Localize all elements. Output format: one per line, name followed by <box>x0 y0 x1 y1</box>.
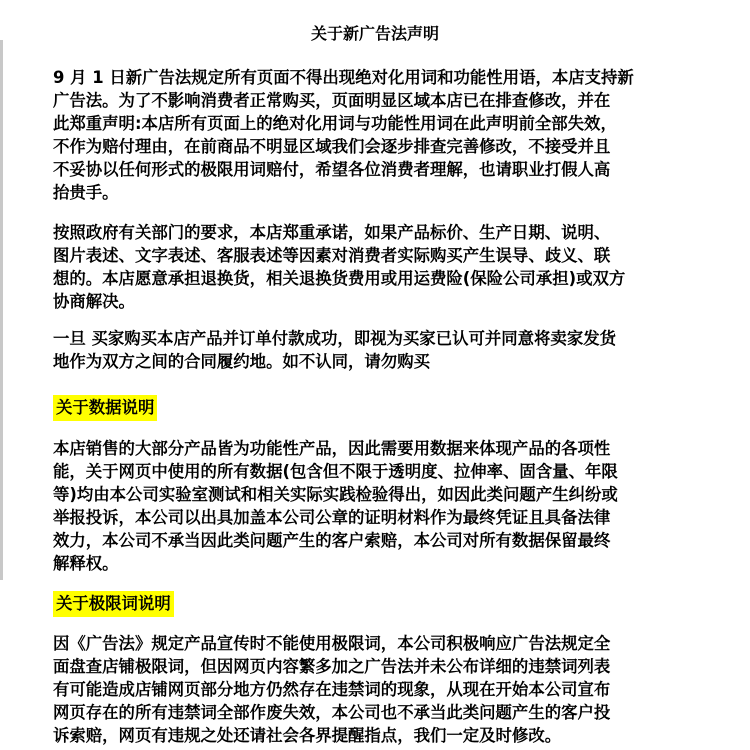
text-line: 面盘查店铺极限词，但因网页内容繁多加之广告法并未公布详细的违禁词列表 <box>53 657 611 676</box>
section-heading-extreme-words: 关于极限词说明 <box>53 591 174 617</box>
page-title: 关于新广告法声明 <box>310 24 439 43</box>
text-line: 协商解决。 <box>53 292 135 311</box>
text-line: 等)均由本公司实验室测试和相关实际实践检验得出，如因此类问题产生纠纷或 <box>53 485 618 504</box>
text-line: 本店销售的大部分产品皆为功能性产品，因此需要用数据来体现产品的各项性 <box>53 439 611 458</box>
section-heading-data: 关于数据说明 <box>53 395 157 421</box>
text-line: 能，关于网页中使用的所有数据(包含但不限于透明度、拉伸率、固含量、年限 <box>53 462 618 481</box>
text-line: 想的。本店愿意承担退换货，相关退换货费用或用运费险(保险公司承担)或双方 <box>53 269 626 288</box>
text-line: 一旦 买家购买本店产品并订单付款成功，即视为买家已认可并同意将卖家发货 <box>53 329 616 348</box>
text-line: 9 月 1 日新广告法规定所有页面不得出现绝对化用词和功能性用语，本店支持新 <box>53 68 634 87</box>
text-line: 抬贵手。 <box>53 183 119 202</box>
text-line: 图片表述、文字表述、客服表述等因素对消费者实际购买产生误导、歧义、联 <box>53 246 611 265</box>
text-line: 解释权。 <box>53 554 119 573</box>
left-edge-rule <box>0 40 3 580</box>
text-line: 有可能造成店铺网页部分地方仍然存在违禁词的现象，从现在开始本公司宣布 <box>53 680 611 699</box>
paragraph-contract-place <box>53 327 743 373</box>
text-line: 地作为双方之间的合同履约地。如不认同，请勿购买 <box>53 352 430 371</box>
paragraph-commitment <box>53 221 743 313</box>
text-line: 广告法。为了不影响消费者正常购买，页面明显区域本店已在排查修改，并在 <box>53 91 611 110</box>
text-line: 不作为赔付理由，在前商品不明显区域我们会逐步排查完善修改，不接受并且 <box>53 137 611 156</box>
paragraph-data-statement <box>53 437 743 575</box>
text-line: 网页存在的所有违禁词全部作废失效，本公司也不承当此类问题产生的客户投 <box>53 703 611 722</box>
paragraph-new-ad-law <box>53 66 743 204</box>
text-line: 不妥协以任何形式的极限用词赔付，希望各位消费者理解，也请职业打假人高 <box>53 160 611 179</box>
text-line: 按照政府有关部门的要求，本店郑重承诺，如果产品标价、生产日期、说明、 <box>53 223 611 242</box>
text-line: 此郑重声明:本店所有页面上的绝对化用词与功能性用词在此声明前全部失效， <box>53 114 617 133</box>
text-line: 效力，本公司不承当因此类问题产生的客户索赔，本公司对所有数据保留最终 <box>53 531 611 550</box>
text-line: 举报投诉，本公司以出具加盖本公司公章的证明材料作为最终凭证且具备法律 <box>53 508 611 527</box>
text-line: 因《广告法》规定产品宣传时不能使用极限词，本公司积极响应广告法规定全 <box>53 634 611 653</box>
paragraph-extreme-words-statement <box>53 632 743 747</box>
text-line: 诉索赔，网页有违规之处还请社会各界提醒指点，我们一定及时修改。 <box>53 726 562 745</box>
